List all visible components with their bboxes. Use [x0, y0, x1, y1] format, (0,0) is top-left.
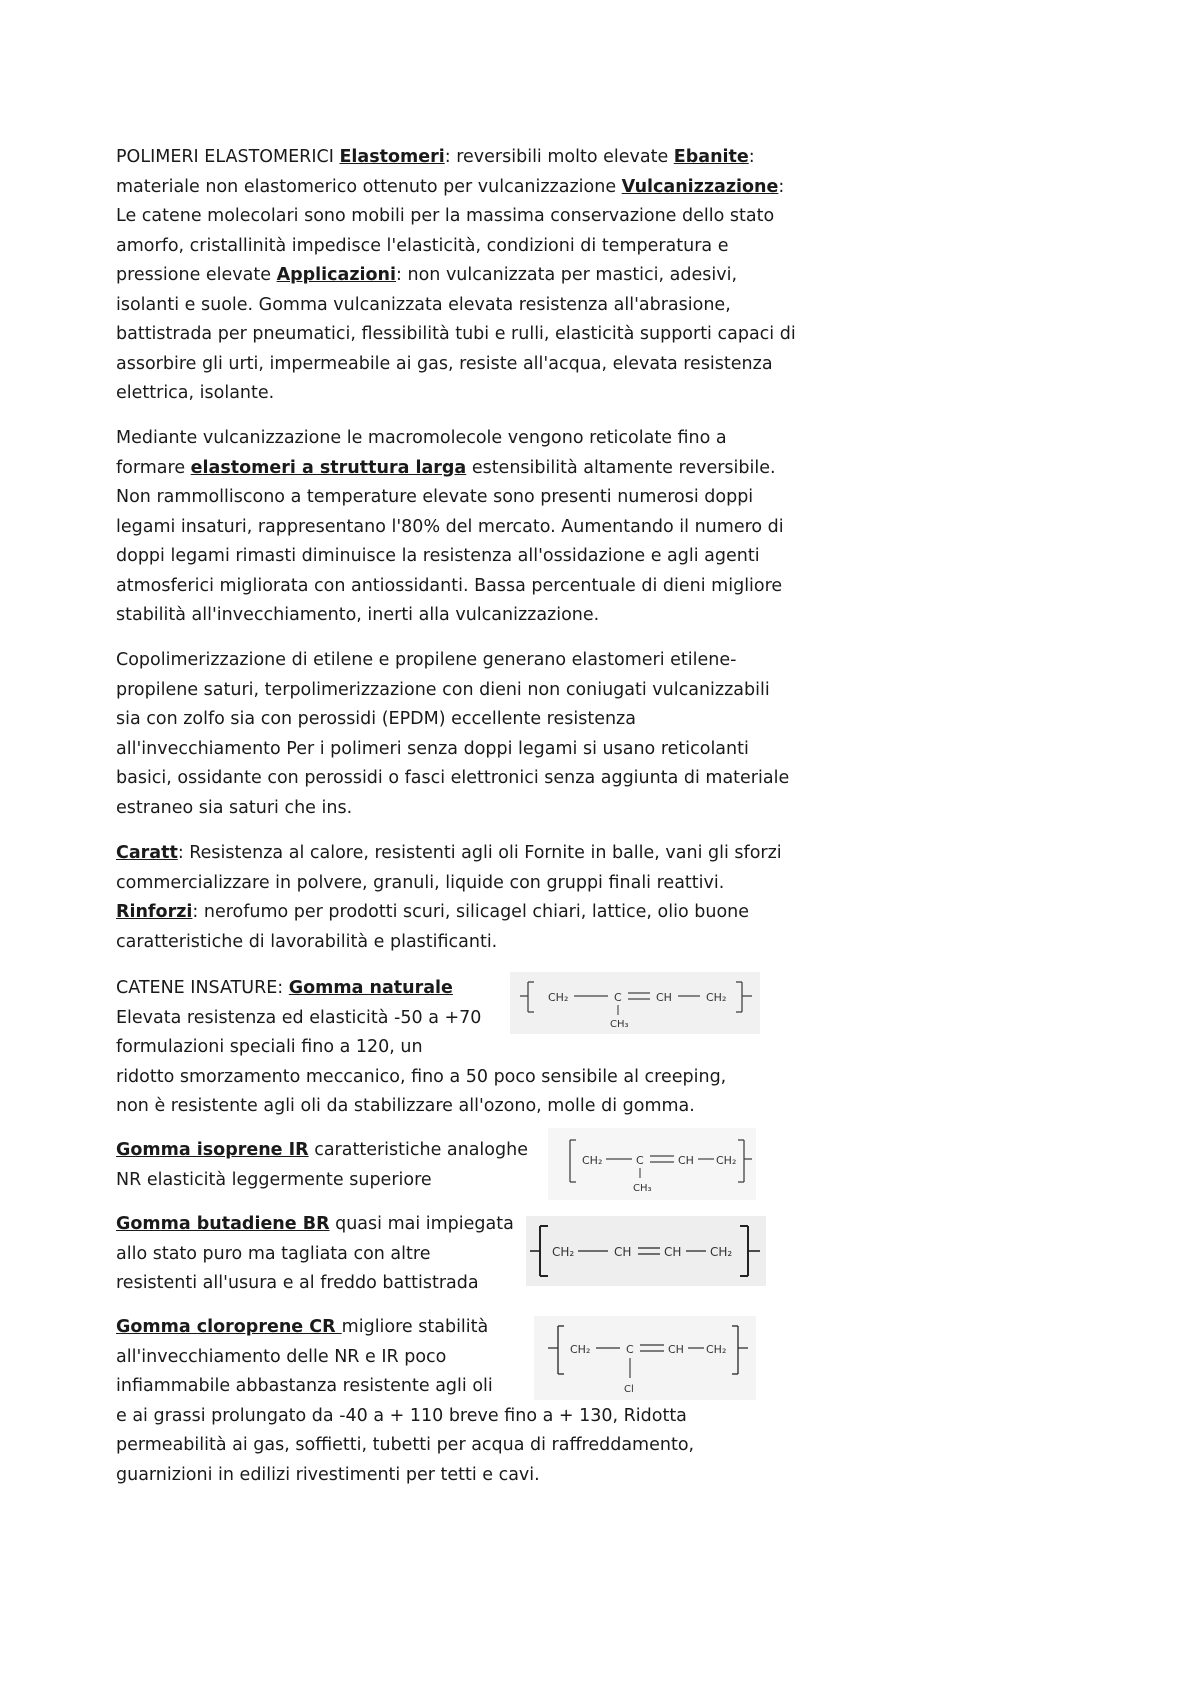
atom-label: CH: [664, 1245, 682, 1259]
atom-label: C: [636, 1154, 644, 1167]
text-run: estensibilità altamente reversibile. Non rammolliscono a temperature elevate sono presenti numerosi doppi legami insaturi, rappresentano l'80% del mercato. Aumentando il numero di doppi legami rimasti diminuisce la resistenza all'ossidazione e agli agenti atmosferici migliorata con antiossidanti. Bassa percentuale di dieni migliore stabilità all'invecchiamento, inerti alla vulcanizzazione.: [116, 457, 784, 625]
atom-label: Cl: [624, 1384, 634, 1395]
text-run: e ai grassi prolungato da -40 a + 110: [116, 1405, 449, 1426]
atom-label: CH₂: [710, 1245, 733, 1259]
atom-label: C: [626, 1343, 634, 1356]
atom-label: CH₂: [548, 991, 569, 1004]
term-vulcanizzazione: Vulcanizzazione: [621, 176, 779, 197]
text-run: : non vulcanizzata per mastici, adesivi, isolanti e suole. Gomma vulcanizzata elevata resistenza all'abrasione, battistrada per pneumatici, flessibilità tubi e rulli, elasticità supporti capaci di assorbire gli urti, impermeabile ai gas, resiste all'acqua, elevata resistenza elettrica, isolante.: [116, 265, 796, 403]
atom-label: CH: [614, 1245, 632, 1259]
atom-label: CH₂: [706, 1343, 727, 1356]
text-run: : Le catene molecolari sono mobili per la massima conservazione dello stato amorfo, cristallinità impedisce l'elasticità, condizioni di temperatura e pressione elevate: [116, 176, 785, 285]
formula-background: [534, 1316, 756, 1400]
atom-label: C: [614, 991, 622, 1004]
heading-catene-insature: CATENE INSATURE:: [116, 978, 289, 998]
text-run: Copolimerizzazione di etilene e propilene generano elastomeri etilene-propilene saturi, terpolimerizzazione con dieni non coniugati vulcanizzabili sia con zolfo sia con perossidi (EPDM) eccellente resistenza all'invecchiamento Per i polimeri senza doppi legami si usano reticolanti basici, ossidante con perossidi o fasci elettronici senza aggiunta di materiale estraneo sia saturi che ins.: [116, 650, 790, 818]
paragraph-caratteristiche: [116, 839, 796, 957]
term-gomma-cloroprene: Gomma cloroprene CR: [116, 1317, 342, 1337]
formula-gomma-cloroprene: [534, 1316, 756, 1404]
atom-label: CH₃: [633, 1183, 652, 1194]
atom-label: CH: [656, 991, 672, 1004]
atom-label: CH₃: [610, 1019, 629, 1030]
atom-label: CH₂: [706, 991, 727, 1004]
text-run: breve fino a + 130, Ridotta: [448, 1405, 687, 1426]
formula-gomma-butadiene: [526, 1216, 766, 1290]
atom-label: CH₂: [552, 1245, 575, 1259]
atom-label: CH: [668, 1343, 684, 1356]
text-line: NR elasticità leggermente superiore: [116, 1169, 432, 1190]
text-line: Elevata resistenza ed elasticità -50 a +70: [116, 1007, 482, 1028]
text-run: caratteristiche analoghe: [308, 1140, 528, 1160]
text-line: ridotto smorzamento meccanico, fino a 50 poco sensibile al creeping,: [116, 1066, 727, 1087]
text-run: POLIMERI ELASTOMERICI: [116, 147, 340, 167]
structural-formula-image: [548, 1128, 756, 1200]
formula-gomma-naturale: [510, 972, 760, 1038]
paragraph-copolimerizzazione: [116, 646, 796, 823]
text-line: infiammabile abbastanza resistente agli oli: [116, 1376, 493, 1396]
text-line: allo stato puro ma tagliata con altre: [116, 1243, 431, 1264]
text-run: migliore stabilità: [341, 1317, 489, 1337]
structural-formula-image: [526, 1216, 766, 1286]
paragraph-vulcanizzazione: [116, 424, 796, 631]
atom-label: CH₂: [582, 1154, 603, 1167]
text-line: all'invecchiamento delle NR e IR poco: [116, 1346, 447, 1367]
term-elastomeri-struttura-larga: elastomeri a struttura larga: [190, 457, 467, 478]
structural-formula-image: [534, 1316, 756, 1400]
text-line: non è resistente agli oli da stabilizzare all'ozono, molle di gomma.: [116, 1096, 695, 1116]
term-elastomeri: Elastomeri: [339, 147, 445, 167]
text-run: : Resistenza al calore, resistenti agli oli Fornite in balle, vani gli sforzi commercializzare in polvere, granuli, liquide con gruppi finali reattivi.: [116, 843, 782, 893]
term-ebanite: Ebanite: [673, 147, 749, 167]
term-gomma-naturale: Gomma naturale: [288, 978, 453, 998]
formula-gomma-isoprene: [548, 1128, 756, 1204]
term-rinforzi: Rinforzi: [116, 902, 193, 922]
atom-label: CH₂: [570, 1343, 591, 1356]
structural-formula-image: [510, 972, 760, 1034]
text-line: resistenti all'usura e al freddo battistrada: [116, 1273, 479, 1293]
text-run: Mediante vulcanizzazione le macromolecole vengono reticolate fino a formare: [116, 428, 727, 478]
term-caratt: Caratt: [116, 843, 178, 863]
atom-label: CH₂: [716, 1154, 737, 1167]
text-run: quasi mai impiegata: [329, 1214, 514, 1234]
text-run: : nerofumo per prodotti scuri, silicagel chiari, lattice, olio buone caratteristiche di lavorabilità e plastificanti.: [116, 902, 750, 952]
text-line: guarnizioni in edilizi rivestimenti per tetti e cavi.: [116, 1464, 540, 1485]
term-applicazioni: Applicazioni: [276, 265, 397, 285]
text-line: permeabilità ai gas, soffietti, tubetti per acqua di raffreddamento,: [116, 1435, 695, 1455]
text-line: formulazioni speciali fino a 120, un: [116, 1037, 423, 1057]
text-run: : reversibili molto elevate: [444, 147, 674, 167]
text-run: : materiale non elastomerico ottenuto per vulcanizzazione: [116, 147, 755, 197]
atom-label: CH: [678, 1154, 694, 1167]
paragraph-intro: [116, 143, 796, 409]
term-gomma-butadiene: Gomma butadiene BR: [116, 1214, 330, 1234]
term-gomma-isoprene: Gomma isoprene IR: [116, 1140, 309, 1160]
